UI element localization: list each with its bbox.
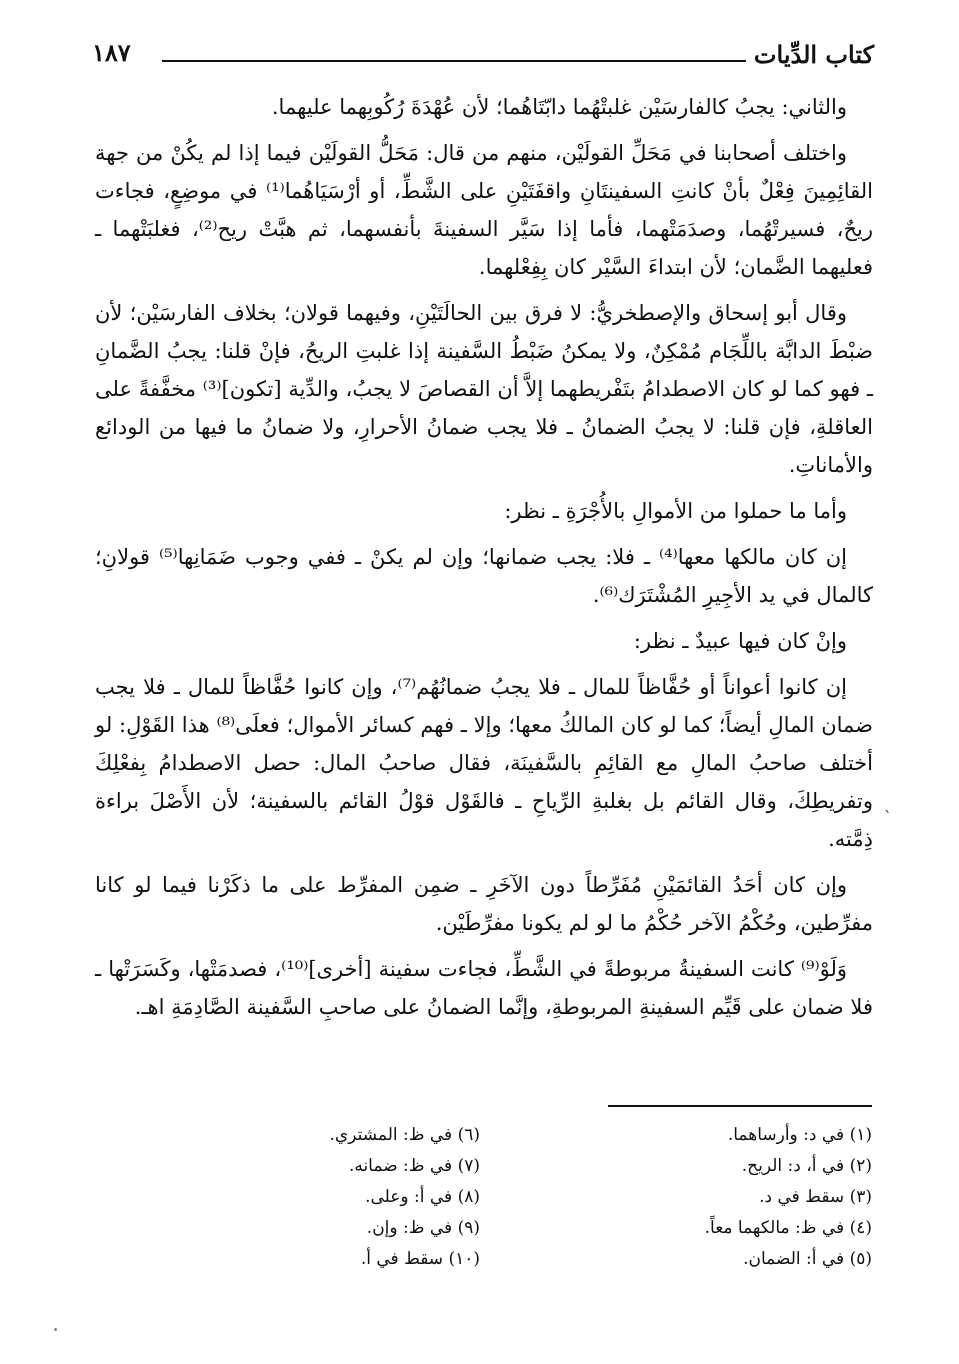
footnote: (١) في د: وأرساهما. (727, 1125, 872, 1145)
paragraph: إن كان مالكها معها⁽⁴⁾ ـ فلا: يجب ضمانها؛ وإن لم يكنْ ـ ففي وجوب ضَمَانِها⁽⁵⁾ قولانِ؛ كالمال في يد الأجِيرِ المُشْتَرَك⁽⁶⁾. (95, 545, 873, 607)
footnote: (٢) في أ، د: الريح. (741, 1156, 872, 1176)
footnotes-left-column (120, 1120, 480, 1275)
page-number: ١٨٧ (92, 38, 131, 67)
margin-mark: ˋ (884, 808, 892, 827)
footnote: (٤) في ظ: مالكهما معاً. (704, 1218, 872, 1238)
paragraph: وقال أبو إسحاق والإصطخريُّ: لا فرق بين الحالَتَيْنِ، وفيهما قولان؛ بخلاف الفارسَيْن؛ لأن ضبْطَ الدابَّة باللِّجَام مُمْكِنٌ، ولا يمكنُ ضَبْطُ السَّفينة إذا غلبتِ الريحُ، فإنْ قلنا: يجبُ الضَّمانِ ـ فهو كما لو كان الاصطدامُ بتَفْريطهما إلاَّ أن القصاصَ لا يجبُ، والدِّية [تكون]⁽³⁾ مخفَّفةً على العاقلةِ، فإن قلنا: لا يجبُ الضمانُ ـ فلا يجب ضمانُ الأحرارِ، ولا ضمانُ ما فيها من الودائع والأماناتِ. (95, 301, 873, 477)
running-header (92, 38, 874, 78)
main-text (95, 88, 873, 1034)
paragraph: إن كانوا أعواناً أو حُفَّاظاً للمال ـ فلا يجبُ ضمانُهُم⁽⁷⁾، وإن كانوا حُفَّاظاً للمال ـ فلا يجب ضمان المالِ أيضاً؛ كما لو كان المالكُ معها؛ وإلا ـ فهم كسائر الأموال؛ فعلَى⁽⁸⁾ هذا القَوْلِ: لو أختلف صاحبُ المالِ مع القائِمِ بالسَّفينَة، فقال صاحبُ المال: حصل الاصطدامُ بِفعْلِكَ وتفريطِكَ، وقال القائم بل بغلبةِ الرِّياحِ ـ فالقَوْل قوْلُ القائم بالسفينة؛ لأن الأَصْلَ براءة ذِمَّته. (95, 675, 873, 851)
footnote: (٩) في ظ: وإن. (366, 1218, 480, 1238)
footnotes-right-column (512, 1120, 872, 1275)
footnote: (٥) في أ: الضمان. (743, 1249, 872, 1269)
scan-speck (54, 1328, 57, 1331)
paragraph: وَلَوْ⁽⁹⁾ كانت السفينةُ مربوطةً في الشَّطِّ، فجاءت سفينة [أخرى]⁽¹⁰⁾، فصدمَتْها، وكَسَرَتْها ـ فلا ضمان على قَيِّم السفينةِ المربوطةِ، وإنَّما الضمانُ على صاحبِ السَّفينة الصَّادِمَةِ اهـ. (95, 957, 873, 1019)
paragraph: وأما ما حملوا من الأموالِ بالأُجْرَةِ ـ نظر: (504, 499, 847, 523)
footnote-rule (608, 1105, 872, 1107)
paragraph: وإنْ كان فيها عبيدٌ ـ نظر: (633, 629, 847, 653)
header-rule (162, 60, 746, 62)
footnote: (١٠) سقط في أ. (360, 1249, 480, 1269)
footnote: (٣) سقط في د. (759, 1187, 872, 1207)
paragraph: واختلف أصحابنا في مَحَلِّ القولَيْن، منهم من قال: مَحَلُّ القولَيْن فيما إذا لم يكُنْ من جهة القائِمِينَ فِعْلٌ بأنْ كانتِ السفينتَانِ واقفَتَيْنِ على الشَّطِّ، أو أرْسَيَاهُما⁽¹⁾ في موضِعٍ، فجاءت ريحٌ، فسيرتْهُما، وصدَمَتْهما، فأما إذا سَيَّر السفينةَ بأنفسهما، ثم هبَّتْ ريح⁽²⁾، فغلبَتْهما ـ فعليهما الضَّمان؛ لأن ابتداءَ السَّيْر كان بِفِعْلهما. (95, 141, 874, 279)
footnote: (٨) في أ: وعلى. (365, 1187, 480, 1207)
book-title: كتاب الدِّيات (753, 40, 874, 69)
footnote: (٧) في ظ: ضمانه. (348, 1156, 480, 1176)
footnote: (٦) في ظ: المشتري. (329, 1125, 480, 1145)
paragraph: والثاني: يجبُ كالفارسَيْن غلبتْهُما دابّتَاهُما؛ لأن عُهْدَةَ رُكُوبِهما عليهما. (271, 95, 847, 119)
paragraph: وإن كان أحَدُ القائمَيْنِ مُفَرِّطاً دون الآخَرِ ـ ضمِن المفرِّط على ما ذكَرْنا فيما لو كانا مفرِّطين، وحُكْمُ الآخر حُكْمُ ما لو لم يكونا مفرِّطَيْن. (95, 873, 873, 935)
